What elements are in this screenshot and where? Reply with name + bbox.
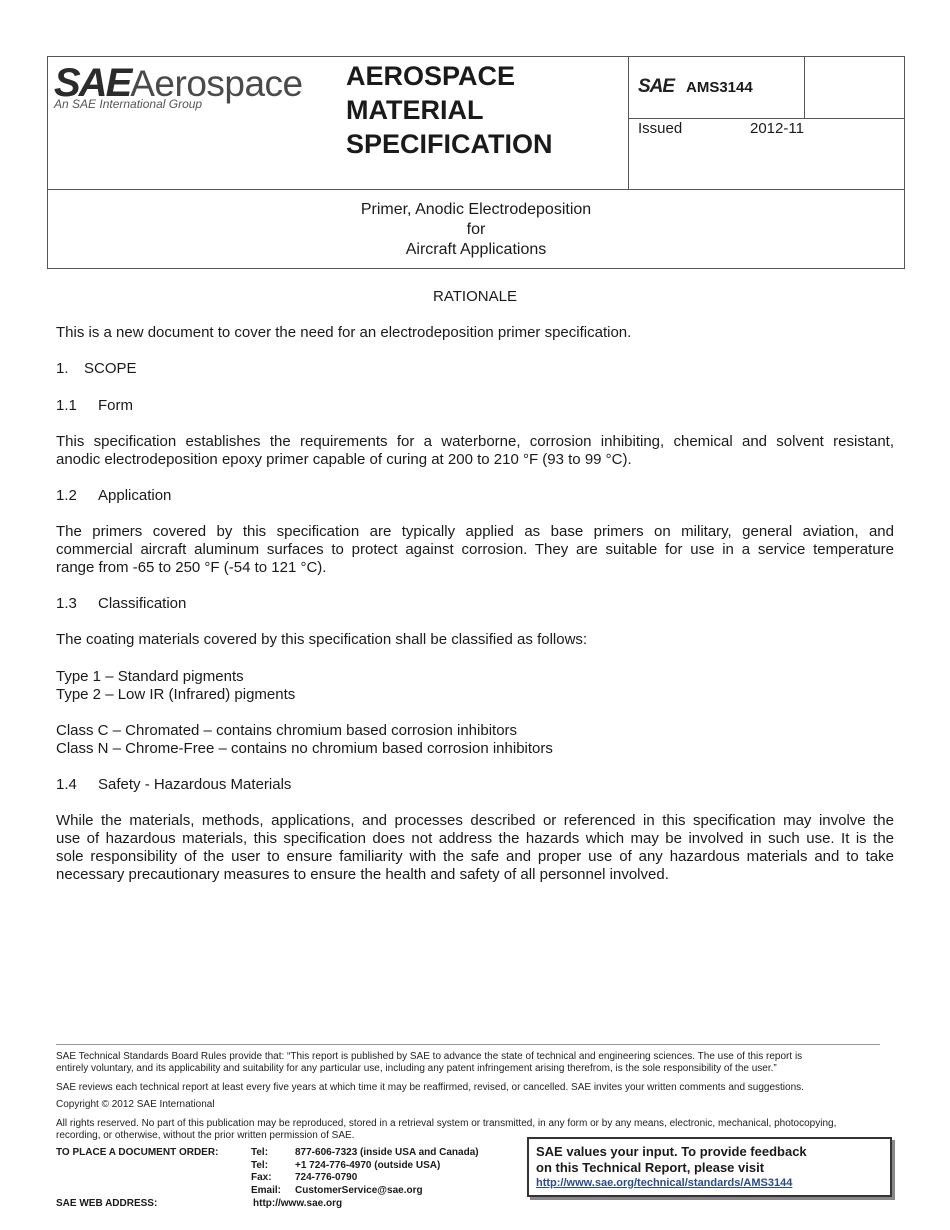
section-number: 1.4 — [56, 776, 77, 793]
text-line: use of hazardous materials, this specification does not address the hazards which may be involved in such use. It is the — [56, 830, 894, 847]
section-1-4-heading — [56, 776, 291, 794]
section-scope-heading — [56, 360, 137, 378]
document-subtitle — [48, 200, 904, 260]
document-number: AMS3144 — [686, 79, 753, 96]
header-top-row — [48, 57, 904, 190]
text-line: anodic electrodeposition epoxy primer capable of curing at 200 to 210 °F (93 to 99 °C). — [56, 451, 632, 468]
type-list — [56, 668, 894, 704]
issued-label: Issued — [638, 120, 683, 137]
section-1-2-text — [56, 523, 894, 577]
subtitle-line: Primer, Anodic Electrodeposition — [360, 201, 592, 218]
footnote-line: All rights reserved. No part of this publication may be reproduced, stored in a retrieval system or transmitted, in any form or by any means, electronic, mechanical, photocopying, — [56, 1118, 837, 1129]
contact-key: Email: — [251, 1184, 282, 1196]
contact-row — [251, 1185, 479, 1198]
contact-value[interactable]: +1 724-776-4970 (outside USA) — [295, 1159, 441, 1171]
web-address-link[interactable]: http://www.sae.org — [253, 1198, 343, 1209]
document-info-cell — [628, 57, 904, 190]
logo-word: Aerospace — [130, 63, 303, 104]
order-label: TO PLACE A DOCUMENT ORDER: — [56, 1147, 219, 1158]
rationale-text: This is a new document to cover the need for an electrodeposition primer specification. — [56, 324, 632, 341]
text-line: range from -65 to 250 °F (-54 to 121 °C). — [56, 559, 327, 576]
contact-table — [251, 1147, 479, 1197]
footnote-line: entirely voluntary, and its applicability and suitability for any particular use, including any patent infringement arising therefrom, is the sole responsibility of the user.” — [56, 1063, 777, 1074]
section-1-3-intro: The coating materials covered by this specification shall be classified as follows: — [56, 631, 588, 648]
email-link[interactable]: CustomerService@sae.org — [295, 1184, 423, 1196]
rationale-heading: RATIONALE — [433, 288, 517, 305]
section-number: 1.2 — [56, 487, 77, 504]
text-line: commercial aircraft aluminum surfaces to protect against corrosion. They are suitable for use in a service temperature — [56, 541, 894, 558]
subtitle-line: Aircraft Applications — [405, 241, 547, 258]
section-title: SCOPE — [84, 360, 137, 377]
footer-divider — [56, 1044, 880, 1045]
text-line: This specification establishes the requirements for a waterborne, corrosion inhibiting, chemical and solvent resistant, — [56, 433, 894, 450]
section-1-3-heading — [56, 595, 186, 613]
section-title: Safety - Hazardous Materials — [98, 776, 292, 793]
title-line: MATERIAL — [346, 95, 484, 125]
section-number: 1.1 — [56, 397, 77, 414]
web-address-label: SAE WEB ADDRESS: — [56, 1198, 158, 1209]
subtitle-line: for — [466, 221, 486, 238]
contact-key: Tel: — [251, 1147, 269, 1158]
section-title: Classification — [98, 595, 187, 612]
contact-row — [251, 1147, 479, 1160]
contact-key: Tel: — [251, 1159, 269, 1171]
text-line: necessary precautionary measures to ensure the health and safety of all personnel involved. — [56, 866, 669, 883]
text-line: The primers covered by this specification are typically applied as base primers on military, general aviation, and — [56, 523, 894, 540]
copyright-notice: Copyright © 2012 SAE International — [56, 1099, 215, 1110]
sae-mini-logo: SAE — [638, 76, 675, 97]
text-line: While the materials, methods, applications, and processes described or referenced in this specification may involve the — [56, 812, 894, 829]
feedback-link[interactable]: http://www.sae.org/technical/standards/AMS3144 — [536, 1177, 793, 1189]
section-title: Application — [98, 487, 172, 504]
list-item: Type 1 – Standard pigments — [56, 668, 244, 685]
logo-tagline: An SAE International Group — [54, 97, 203, 111]
section-1-1-heading — [56, 397, 133, 415]
section-title: Form — [98, 397, 133, 414]
contact-value: 724-776-0790 — [295, 1172, 358, 1184]
feedback-text: on this Technical Report, please visit — [536, 1160, 765, 1175]
contact-key: Fax: — [251, 1172, 272, 1184]
list-item: Class C – Chromated – contains chromium based corrosion inhibitors — [56, 722, 518, 739]
contact-row — [251, 1172, 479, 1185]
list-item: Class N – Chrome-Free – contains no chromium based corrosion inhibitors — [56, 740, 553, 757]
title-line: SPECIFICATION — [346, 129, 553, 159]
class-list — [56, 722, 894, 758]
list-item: Type 2 – Low IR (Infrared) pigments — [56, 686, 296, 703]
contact-value[interactable]: 877-606-7323 (inside USA and Canada) — [295, 1147, 479, 1158]
section-number: 1. — [56, 360, 69, 377]
spec-title — [346, 59, 626, 161]
header-box — [47, 56, 905, 269]
logo-brand: SAE — [54, 61, 131, 105]
text-line: sole responsibility of the user to ensure familiarity with the safe and proper use of any hazardous materials and to take — [56, 848, 894, 865]
standards-board-rules — [56, 1051, 896, 1075]
section-1-1-text — [56, 433, 894, 469]
section-1-2-heading — [56, 487, 171, 505]
feedback-box — [527, 1137, 892, 1197]
issued-date: 2012-11 — [750, 120, 804, 137]
section-number: 1.3 — [56, 595, 77, 612]
footnote-line: recording, or otherwise, without the prior written permission of SAE. — [56, 1130, 355, 1141]
title-line: AEROSPACE — [346, 61, 516, 91]
review-notice: SAE reviews each technical report at least every five years at which time it may be reaffirmed, revised, or cancelled. SAE invites your written comments and suggestions. — [56, 1082, 804, 1093]
section-1-4-text — [56, 812, 894, 884]
sae-aerospace-logo — [48, 57, 338, 190]
contact-row — [251, 1160, 479, 1173]
feedback-text: SAE values your input. To provide feedback — [536, 1144, 807, 1159]
footnote-line: SAE Technical Standards Board Rules provide that: “This report is published by SAE to advance the state of technical and engineering sciences. The use of this report is — [56, 1051, 803, 1062]
